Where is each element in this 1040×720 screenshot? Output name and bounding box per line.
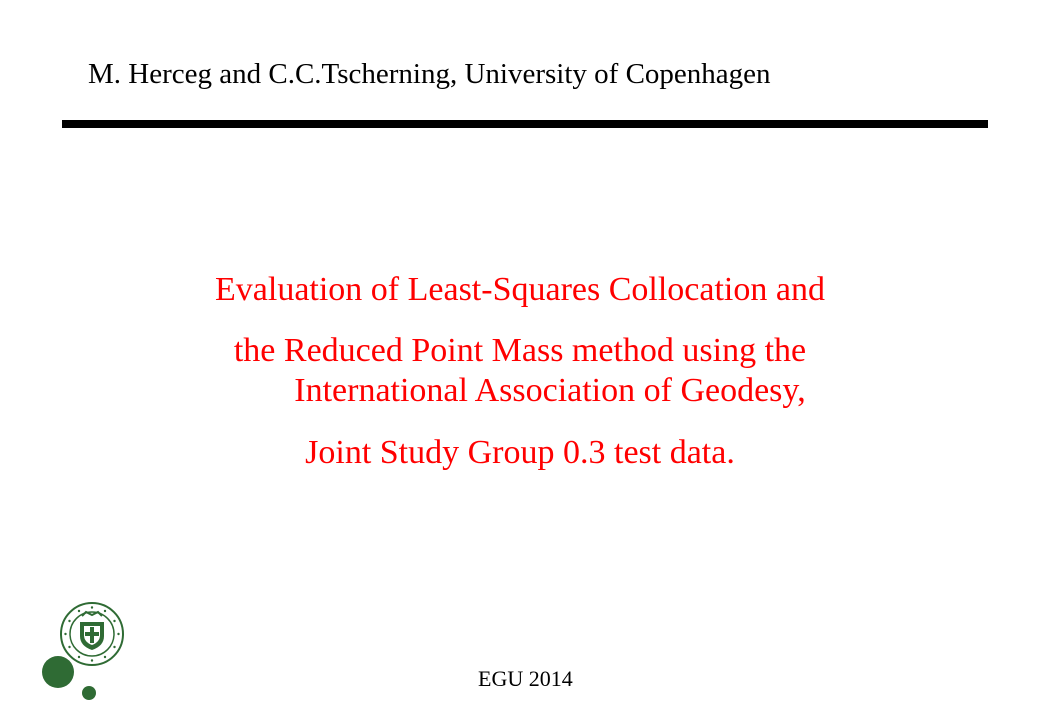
university-seal-icon <box>60 602 124 666</box>
slide-title <box>80 262 960 480</box>
university-logo <box>36 600 126 710</box>
title-line-4: Joint Study Group 0.3 test data. <box>305 434 735 471</box>
logo-dot-large <box>42 656 74 688</box>
logo-dot-small <box>82 686 96 700</box>
seal-cross-horizontal <box>85 632 99 636</box>
title-line-2: the Reduced Point Mass method using the <box>233 332 807 369</box>
title-line-1: Evaluation of Least-Squares Collocation and <box>215 271 825 308</box>
header-divider <box>62 120 988 128</box>
title-line-3: International Association of Geodesy, <box>294 372 806 409</box>
slide-header: M. Herceg and C.C.Tscherning, University of Copenhagen <box>88 58 771 90</box>
footer-event: EGU 2014 <box>478 666 573 691</box>
